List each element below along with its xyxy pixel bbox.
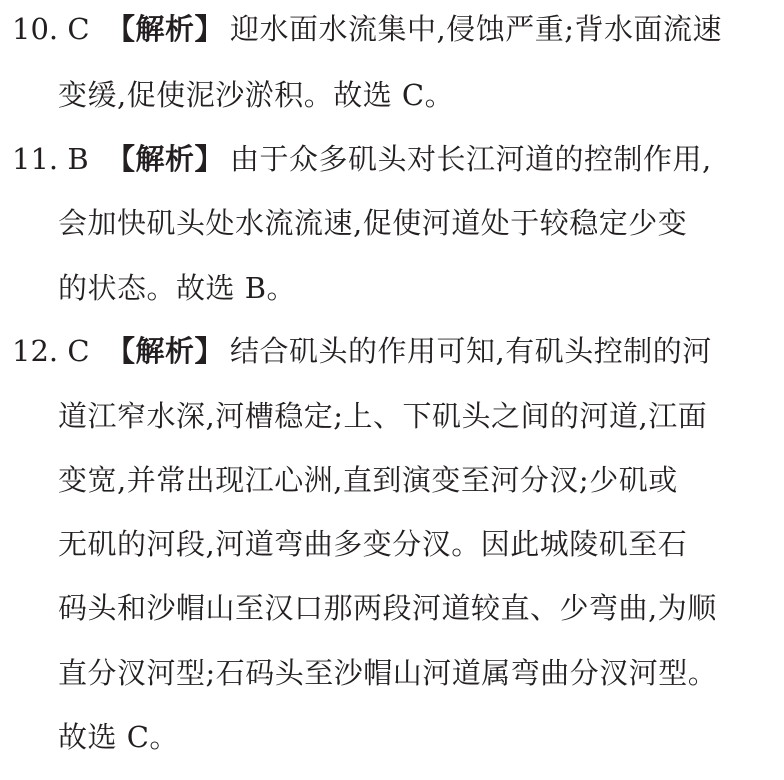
item-number: 10. C — [12, 12, 90, 46]
explanation-text: 无矶的河段,河道弯曲多变分汊。因此城陵矶至石 — [58, 527, 688, 561]
analysis-tag: 【解析】 — [106, 12, 225, 46]
explanation-text: 的状态。故选 B。 — [58, 271, 297, 305]
explanation-text: 变缓,促使泥沙淤积。故选 C。 — [58, 78, 455, 112]
explanation-text: 结合矶头的作用可知,有矶头控制的河 — [230, 334, 712, 368]
explanation-text: 故选 C。 — [58, 720, 179, 754]
item-number: 11. B — [12, 142, 89, 176]
item-12-line-6 — [58, 646, 717, 700]
explanation-text: 道江窄水深,河槽稳定;上、下矶头之间的河道,江面 — [58, 399, 708, 433]
explanation-text: 直分汊河型;石码头至沙帽山河道属弯曲分汊河型。 — [58, 656, 718, 690]
explanation-text: 变宽,并常出现江心洲,直到演变至河分汊;少矶或 — [58, 463, 678, 497]
item-12-line-3 — [58, 453, 678, 507]
explanation-text: 由于众多矶头对长江河道的控制作用, — [230, 142, 712, 176]
analysis-tag: 【解析】 — [106, 142, 225, 176]
analysis-tag: 【解析】 — [106, 334, 225, 368]
item-10-line-1 — [12, 2, 722, 56]
item-12-line-7 — [58, 710, 179, 764]
explanation-text: 迎水面水流集中,侵蚀严重;背水面流速 — [230, 12, 723, 46]
item-10-line-2 — [58, 68, 454, 122]
item-11-line-1 — [12, 132, 712, 186]
item-11-line-2 — [58, 196, 687, 250]
item-12-line-5 — [58, 581, 717, 635]
explanation-text: 会加快矶头处水流流速,促使河道处于较稳定少变 — [58, 206, 688, 240]
item-11-line-3 — [58, 261, 296, 315]
item-number: 12. C — [12, 334, 90, 368]
item-12-line-4 — [58, 517, 687, 571]
item-12-line-1 — [12, 324, 712, 378]
item-12-line-2 — [58, 389, 707, 443]
explanation-text: 码头和沙帽山至汉口那两段河道较直、少弯曲,为顺 — [58, 591, 717, 625]
